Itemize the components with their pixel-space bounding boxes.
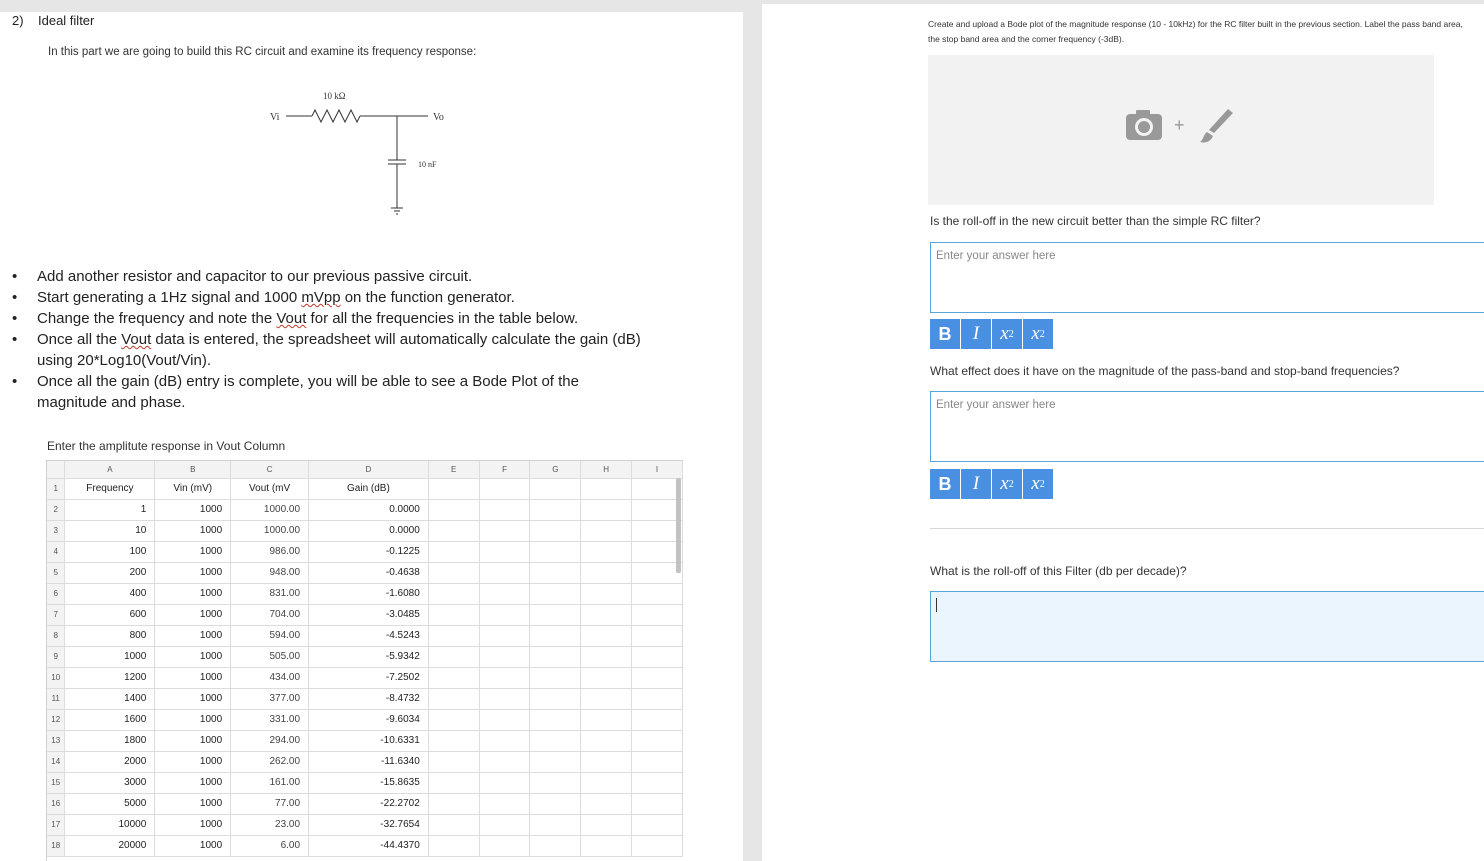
- header-frequency[interactable]: Frequency: [65, 478, 155, 499]
- italic-button[interactable]: I: [961, 469, 992, 499]
- bullet-dot-icon: •: [12, 331, 18, 348]
- cell-vout[interactable]: 294.00: [231, 730, 309, 751]
- column-header[interactable]: A: [65, 461, 155, 478]
- bold-button[interactable]: B: [930, 319, 961, 349]
- empty-cell[interactable]: [530, 499, 581, 520]
- row-number[interactable]: 14: [47, 751, 65, 772]
- empty-cell[interactable]: [632, 667, 683, 688]
- cell-vin[interactable]: 1000: [155, 667, 231, 688]
- empty-cell[interactable]: [479, 709, 530, 730]
- empty-cell[interactable]: [581, 520, 632, 541]
- empty-cell[interactable]: [632, 814, 683, 835]
- cell-vout[interactable]: 262.00: [231, 751, 309, 772]
- format-toolbar: [930, 469, 1054, 499]
- row-number[interactable]: 4: [47, 541, 65, 562]
- cell-vout[interactable]: 77.00: [231, 793, 309, 814]
- empty-cell[interactable]: [428, 730, 479, 751]
- row-number[interactable]: 13: [47, 730, 65, 751]
- cell-vin[interactable]: 1000: [155, 499, 231, 520]
- empty-cell[interactable]: [632, 646, 683, 667]
- empty-cell[interactable]: [581, 835, 632, 856]
- empty-cell[interactable]: [428, 772, 479, 793]
- cell-vin[interactable]: 1000: [155, 772, 231, 793]
- empty-cell[interactable]: [581, 646, 632, 667]
- empty-cell[interactable]: [632, 541, 683, 562]
- table-header-row: [47, 478, 683, 499]
- instruction-item: [12, 371, 652, 413]
- empty-cell[interactable]: [530, 604, 581, 625]
- empty-cell[interactable]: [581, 751, 632, 772]
- table-row: [47, 646, 683, 667]
- cell-frequency[interactable]: 20000: [65, 835, 155, 856]
- column-header[interactable]: G: [530, 461, 581, 478]
- row-number[interactable]: 11: [47, 688, 65, 709]
- right-top-strip: [762, 0, 1484, 4]
- table-row: [47, 499, 683, 520]
- empty-cell[interactable]: [581, 499, 632, 520]
- empty-cell[interactable]: [632, 793, 683, 814]
- capacitor-label: 10 nF: [418, 160, 437, 169]
- cell-gain[interactable]: -11.6340: [309, 751, 429, 772]
- top-strip: [0, 0, 743, 12]
- intro-text: In this part we are going to build this RC circuit and examine its frequency response:: [48, 46, 477, 58]
- instruction-list: [12, 266, 652, 413]
- cell-vout[interactable]: 434.00: [231, 667, 309, 688]
- question-passband-effect: What effect does it have on the magnitude of the pass-band and stop-band frequencies?: [930, 364, 1400, 378]
- cell-vout[interactable]: 594.00: [231, 625, 309, 646]
- row-number[interactable]: 6: [47, 583, 65, 604]
- empty-cell[interactable]: [479, 499, 530, 520]
- empty-cell[interactable]: [428, 499, 479, 520]
- answer-field-rolloff-db-per-decade[interactable]: [930, 591, 1484, 662]
- empty-cell[interactable]: [479, 793, 530, 814]
- format-toolbar: [930, 319, 1054, 349]
- empty-cell[interactable]: [428, 835, 479, 856]
- spreadsheet[interactable]: [46, 460, 683, 861]
- section-title-text: Ideal filter: [38, 13, 95, 28]
- cell-frequency[interactable]: 1400: [65, 688, 155, 709]
- table-row: [47, 793, 683, 814]
- empty-cell[interactable]: [632, 520, 683, 541]
- empty-cell[interactable]: [581, 541, 632, 562]
- cell-vout[interactable]: 505.00: [231, 646, 309, 667]
- cell-vout[interactable]: 1000.00: [231, 520, 309, 541]
- bold-button[interactable]: B: [930, 469, 961, 499]
- row-number[interactable]: 17: [47, 814, 65, 835]
- header-vin[interactable]: Vin (mV): [155, 478, 231, 499]
- empty-cell[interactable]: [632, 751, 683, 772]
- cell-vout[interactable]: 831.00: [231, 583, 309, 604]
- cell-frequency[interactable]: 1: [65, 499, 155, 520]
- section-title: [12, 13, 94, 28]
- cell-gain[interactable]: -44.4370: [309, 835, 429, 856]
- instruction-item: [12, 308, 652, 329]
- header-vout[interactable]: Vout (mV: [231, 478, 309, 499]
- empty-cell[interactable]: [479, 478, 530, 499]
- table-row: [47, 625, 683, 646]
- empty-cell[interactable]: [479, 625, 530, 646]
- bullet-dot-icon: •: [12, 373, 18, 390]
- cell-gain[interactable]: -3.0485: [309, 604, 429, 625]
- empty-cell[interactable]: [581, 730, 632, 751]
- cell-frequency[interactable]: 600: [65, 604, 155, 625]
- section-number: 2): [12, 13, 24, 28]
- empty-cell[interactable]: [530, 562, 581, 583]
- row-number[interactable]: 16: [47, 793, 65, 814]
- answer-placeholder: Enter your answer here: [936, 399, 1056, 411]
- row-number[interactable]: 5: [47, 562, 65, 583]
- empty-cell[interactable]: [530, 814, 581, 835]
- header-gain[interactable]: Gain (dB): [309, 478, 429, 499]
- empty-cell[interactable]: [428, 751, 479, 772]
- subscript-base: x: [1000, 473, 1009, 494]
- empty-cell[interactable]: [428, 520, 479, 541]
- table-row: [47, 751, 683, 772]
- superscript-digit: 2: [1039, 328, 1045, 340]
- corner-cell[interactable]: [47, 461, 65, 478]
- empty-cell[interactable]: [479, 604, 530, 625]
- cell-gain[interactable]: 0.0000: [309, 499, 429, 520]
- cell-vin[interactable]: 1000: [155, 835, 231, 856]
- vin-label: Vi: [270, 112, 280, 123]
- subscript-button[interactable]: [992, 319, 1023, 349]
- empty-cell[interactable]: [479, 583, 530, 604]
- empty-cell[interactable]: [581, 625, 632, 646]
- empty-cell[interactable]: [428, 709, 479, 730]
- instruction-text: for all the frequencies in the table below.: [306, 310, 579, 327]
- cell-vin[interactable]: 1000: [155, 709, 231, 730]
- empty-cell[interactable]: [479, 772, 530, 793]
- cell-vin[interactable]: 1000: [155, 814, 231, 835]
- instruction-text: Once all the gain (dB) entry is complete, you will be able to see a Bode Plot of the magnitude and phase.: [37, 373, 579, 411]
- empty-cell[interactable]: [530, 835, 581, 856]
- bullet-dot-icon: •: [12, 289, 18, 306]
- empty-cell[interactable]: [530, 625, 581, 646]
- empty-cell[interactable]: [428, 814, 479, 835]
- superscript-base: x: [1031, 323, 1040, 344]
- upload-dropzone[interactable]: [928, 55, 1434, 205]
- column-header[interactable]: F: [479, 461, 530, 478]
- question-rolloff-db-per-decade: What is the roll-off of this Filter (db per decade)?: [930, 564, 1187, 578]
- table-row: [47, 814, 683, 835]
- instruction-text: Once all the: [37, 331, 122, 348]
- instruction-item: [12, 329, 652, 371]
- cell-vout[interactable]: 948.00: [231, 562, 309, 583]
- empty-cell[interactable]: [428, 541, 479, 562]
- bullet-dot-icon: •: [12, 310, 18, 327]
- empty-cell[interactable]: [581, 688, 632, 709]
- table-caption: Enter the amplitute response in Vout Column: [47, 439, 286, 453]
- row-number[interactable]: 12: [47, 709, 65, 730]
- cell-frequency[interactable]: 1000: [65, 646, 155, 667]
- instruction-text: Start generating a 1Hz signal and 1000: [37, 289, 302, 306]
- spreadsheet-scrollbar[interactable]: [676, 478, 681, 573]
- column-header[interactable]: H: [581, 461, 632, 478]
- cell-vout[interactable]: 1000.00: [231, 499, 309, 520]
- cell-frequency[interactable]: 800: [65, 625, 155, 646]
- empty-cell[interactable]: [530, 751, 581, 772]
- section-separator: [930, 528, 1484, 529]
- empty-cell[interactable]: [530, 520, 581, 541]
- cell-gain[interactable]: -10.6331: [309, 730, 429, 751]
- bullet-dot-icon: •: [12, 268, 18, 285]
- row-number[interactable]: 8: [47, 625, 65, 646]
- empty-cell[interactable]: [479, 520, 530, 541]
- empty-cell[interactable]: [632, 835, 683, 856]
- empty-cell[interactable]: [632, 478, 683, 499]
- cell-frequency[interactable]: 5000: [65, 793, 155, 814]
- empty-cell[interactable]: [530, 667, 581, 688]
- table-row: [47, 604, 683, 625]
- cell-frequency[interactable]: 1800: [65, 730, 155, 751]
- empty-cell[interactable]: [428, 667, 479, 688]
- empty-cell[interactable]: [530, 646, 581, 667]
- empty-cell[interactable]: [530, 583, 581, 604]
- upload-toolbar: [1122, 105, 1242, 145]
- cell-vout[interactable]: 23.00: [231, 814, 309, 835]
- answer-field-passband-effect[interactable]: [930, 391, 1484, 462]
- cell-gain[interactable]: -8.4732: [309, 688, 429, 709]
- cell-vout[interactable]: 331.00: [231, 709, 309, 730]
- empty-cell[interactable]: [632, 625, 683, 646]
- cell-gain[interactable]: -5.9342: [309, 646, 429, 667]
- cell-vin[interactable]: 1000: [155, 562, 231, 583]
- superscript-button[interactable]: [1023, 319, 1054, 349]
- superscript-button[interactable]: [1023, 469, 1054, 499]
- row-number[interactable]: 15: [47, 772, 65, 793]
- cell-gain[interactable]: -22.2702: [309, 793, 429, 814]
- right-question-pane: [762, 0, 1484, 861]
- empty-cell[interactable]: [428, 625, 479, 646]
- spellcheck-flagged-word: Vout: [121, 331, 152, 348]
- superscript-digit: 2: [1039, 478, 1045, 490]
- subscript-button[interactable]: [992, 469, 1023, 499]
- cell-vin[interactable]: 1000: [155, 730, 231, 751]
- empty-cell[interactable]: [479, 814, 530, 835]
- cell-frequency[interactable]: 400: [65, 583, 155, 604]
- instruction-text: on the function generator.: [340, 289, 515, 306]
- cell-gain[interactable]: -4.5243: [309, 625, 429, 646]
- paintbrush-icon[interactable]: [1200, 109, 1233, 142]
- cell-gain[interactable]: -0.4638: [309, 562, 429, 583]
- empty-cell[interactable]: [428, 562, 479, 583]
- table-row: [47, 730, 683, 751]
- cell-vin[interactable]: 1000: [155, 541, 231, 562]
- upload-question: Create and upload a Bode plot of the magnitude response (10 - 10kHz) for the RC filter built in the previous section. Label the pass band area, the stop band area and the corner frequency (-3dB).: [928, 19, 1463, 44]
- empty-cell[interactable]: [479, 751, 530, 772]
- answer-field-rolloff-comparison[interactable]: [930, 242, 1484, 313]
- row-number[interactable]: 10: [47, 667, 65, 688]
- empty-cell[interactable]: [479, 541, 530, 562]
- table-row: [47, 667, 683, 688]
- cell-vin[interactable]: 1000: [155, 751, 231, 772]
- empty-cell[interactable]: [530, 709, 581, 730]
- table-row: [47, 541, 683, 562]
- row-number[interactable]: 1: [47, 478, 65, 499]
- cell-frequency[interactable]: 10000: [65, 814, 155, 835]
- empty-cell[interactable]: [632, 604, 683, 625]
- empty-cell[interactable]: [530, 541, 581, 562]
- cell-frequency[interactable]: 200: [65, 562, 155, 583]
- empty-cell[interactable]: [428, 604, 479, 625]
- empty-cell[interactable]: [632, 772, 683, 793]
- empty-cell[interactable]: [479, 562, 530, 583]
- empty-cell[interactable]: [632, 709, 683, 730]
- column-header[interactable]: I: [632, 461, 683, 478]
- empty-cell[interactable]: [530, 688, 581, 709]
- cell-vout[interactable]: 6.00: [231, 835, 309, 856]
- cell-vin[interactable]: 1000: [155, 583, 231, 604]
- table-row: [47, 562, 683, 583]
- column-header[interactable]: C: [231, 461, 309, 478]
- subscript-base: x: [1000, 323, 1009, 344]
- empty-cell[interactable]: [632, 562, 683, 583]
- rc-circuit-diagram: [262, 84, 462, 224]
- empty-cell[interactable]: [479, 730, 530, 751]
- column-header[interactable]: B: [155, 461, 231, 478]
- spellcheck-flagged-word: mVpp: [301, 289, 341, 306]
- table-row: [47, 772, 683, 793]
- cell-vout[interactable]: 986.00: [231, 541, 309, 562]
- empty-cell[interactable]: [632, 730, 683, 751]
- row-number[interactable]: 3: [47, 520, 65, 541]
- cell-gain[interactable]: 0.0000: [309, 520, 429, 541]
- table-row: [47, 520, 683, 541]
- camera-icon[interactable]: [1126, 110, 1162, 140]
- answer-placeholder: Enter your answer here: [936, 250, 1056, 262]
- instruction-text: Add another resistor and capacitor to our previous passive circuit.: [37, 268, 473, 285]
- empty-cell[interactable]: [581, 583, 632, 604]
- empty-cell[interactable]: [530, 793, 581, 814]
- cell-vout[interactable]: 704.00: [231, 604, 309, 625]
- instruction-text: Change the frequency and note the: [37, 310, 277, 327]
- instruction-item: [12, 287, 652, 308]
- instruction-text: data is entered, the spreadsheet will automatically calculate the gain (dB) using 20*Log10(Vout/Vin).: [37, 331, 641, 369]
- cell-gain[interactable]: -32.7654: [309, 814, 429, 835]
- cell-vout[interactable]: 161.00: [231, 772, 309, 793]
- empty-cell[interactable]: [530, 772, 581, 793]
- subscript-digit: 2: [1008, 328, 1014, 340]
- cell-gain[interactable]: -0.1225: [309, 541, 429, 562]
- cell-vin[interactable]: 1000: [155, 688, 231, 709]
- empty-cell[interactable]: [581, 562, 632, 583]
- italic-button[interactable]: I: [961, 319, 992, 349]
- empty-cell[interactable]: [479, 688, 530, 709]
- cell-vout[interactable]: 377.00: [231, 688, 309, 709]
- empty-cell[interactable]: [428, 688, 479, 709]
- cell-gain[interactable]: -1.6080: [309, 583, 429, 604]
- spellcheck-flagged-word: Vout: [276, 310, 307, 327]
- cell-frequency[interactable]: 1600: [65, 709, 155, 730]
- cell-gain[interactable]: -15.8635: [309, 772, 429, 793]
- instruction-item: [12, 266, 652, 287]
- empty-cell[interactable]: [428, 583, 479, 604]
- resistor-label: 10 kΩ: [323, 91, 346, 101]
- superscript-base: x: [1031, 473, 1040, 494]
- empty-cell[interactable]: [479, 646, 530, 667]
- empty-cell[interactable]: [632, 583, 683, 604]
- column-header[interactable]: D: [309, 461, 429, 478]
- cell-vin[interactable]: 1000: [155, 793, 231, 814]
- empty-cell[interactable]: [581, 709, 632, 730]
- cell-gain[interactable]: -7.2502: [309, 667, 429, 688]
- pane-divider[interactable]: [743, 0, 762, 861]
- subscript-digit: 2: [1008, 478, 1014, 490]
- empty-cell[interactable]: [428, 646, 479, 667]
- cell-frequency[interactable]: 100: [65, 541, 155, 562]
- empty-cell[interactable]: [581, 772, 632, 793]
- row-number[interactable]: 2: [47, 499, 65, 520]
- circuit-wires: [286, 110, 428, 214]
- empty-cell[interactable]: [632, 688, 683, 709]
- empty-cell[interactable]: [581, 478, 632, 499]
- empty-cell[interactable]: [428, 478, 479, 499]
- question-rolloff-comparison: Is the roll-off in the new circuit better than the simple RC filter?: [930, 214, 1261, 228]
- table-row: [47, 709, 683, 730]
- cell-frequency[interactable]: 3000: [65, 772, 155, 793]
- cell-vin[interactable]: 1000: [155, 520, 231, 541]
- empty-cell[interactable]: [632, 499, 683, 520]
- plus-icon: +: [1174, 115, 1185, 135]
- vout-label: Vo: [433, 112, 444, 123]
- cell-vin[interactable]: 1000: [155, 625, 231, 646]
- column-header[interactable]: E: [428, 461, 479, 478]
- empty-cell[interactable]: [530, 730, 581, 751]
- table-row: [47, 835, 683, 856]
- empty-cell[interactable]: [581, 814, 632, 835]
- empty-cell[interactable]: [479, 667, 530, 688]
- cell-frequency[interactable]: 10: [65, 520, 155, 541]
- table-row: [47, 583, 683, 604]
- row-number[interactable]: 7: [47, 604, 65, 625]
- empty-cell[interactable]: [581, 667, 632, 688]
- cell-vin[interactable]: 1000: [155, 604, 231, 625]
- text-caret: [936, 598, 937, 612]
- cell-gain[interactable]: -9.6034: [309, 709, 429, 730]
- empty-cell[interactable]: [581, 793, 632, 814]
- row-number[interactable]: 9: [47, 646, 65, 667]
- empty-cell[interactable]: [530, 478, 581, 499]
- cell-vin[interactable]: 1000: [155, 646, 231, 667]
- row-number[interactable]: 18: [47, 835, 65, 856]
- empty-cell[interactable]: [581, 604, 632, 625]
- cell-frequency[interactable]: 2000: [65, 751, 155, 772]
- empty-cell[interactable]: [428, 793, 479, 814]
- cell-frequency[interactable]: 1200: [65, 667, 155, 688]
- empty-cell[interactable]: [479, 835, 530, 856]
- table-row: [47, 688, 683, 709]
